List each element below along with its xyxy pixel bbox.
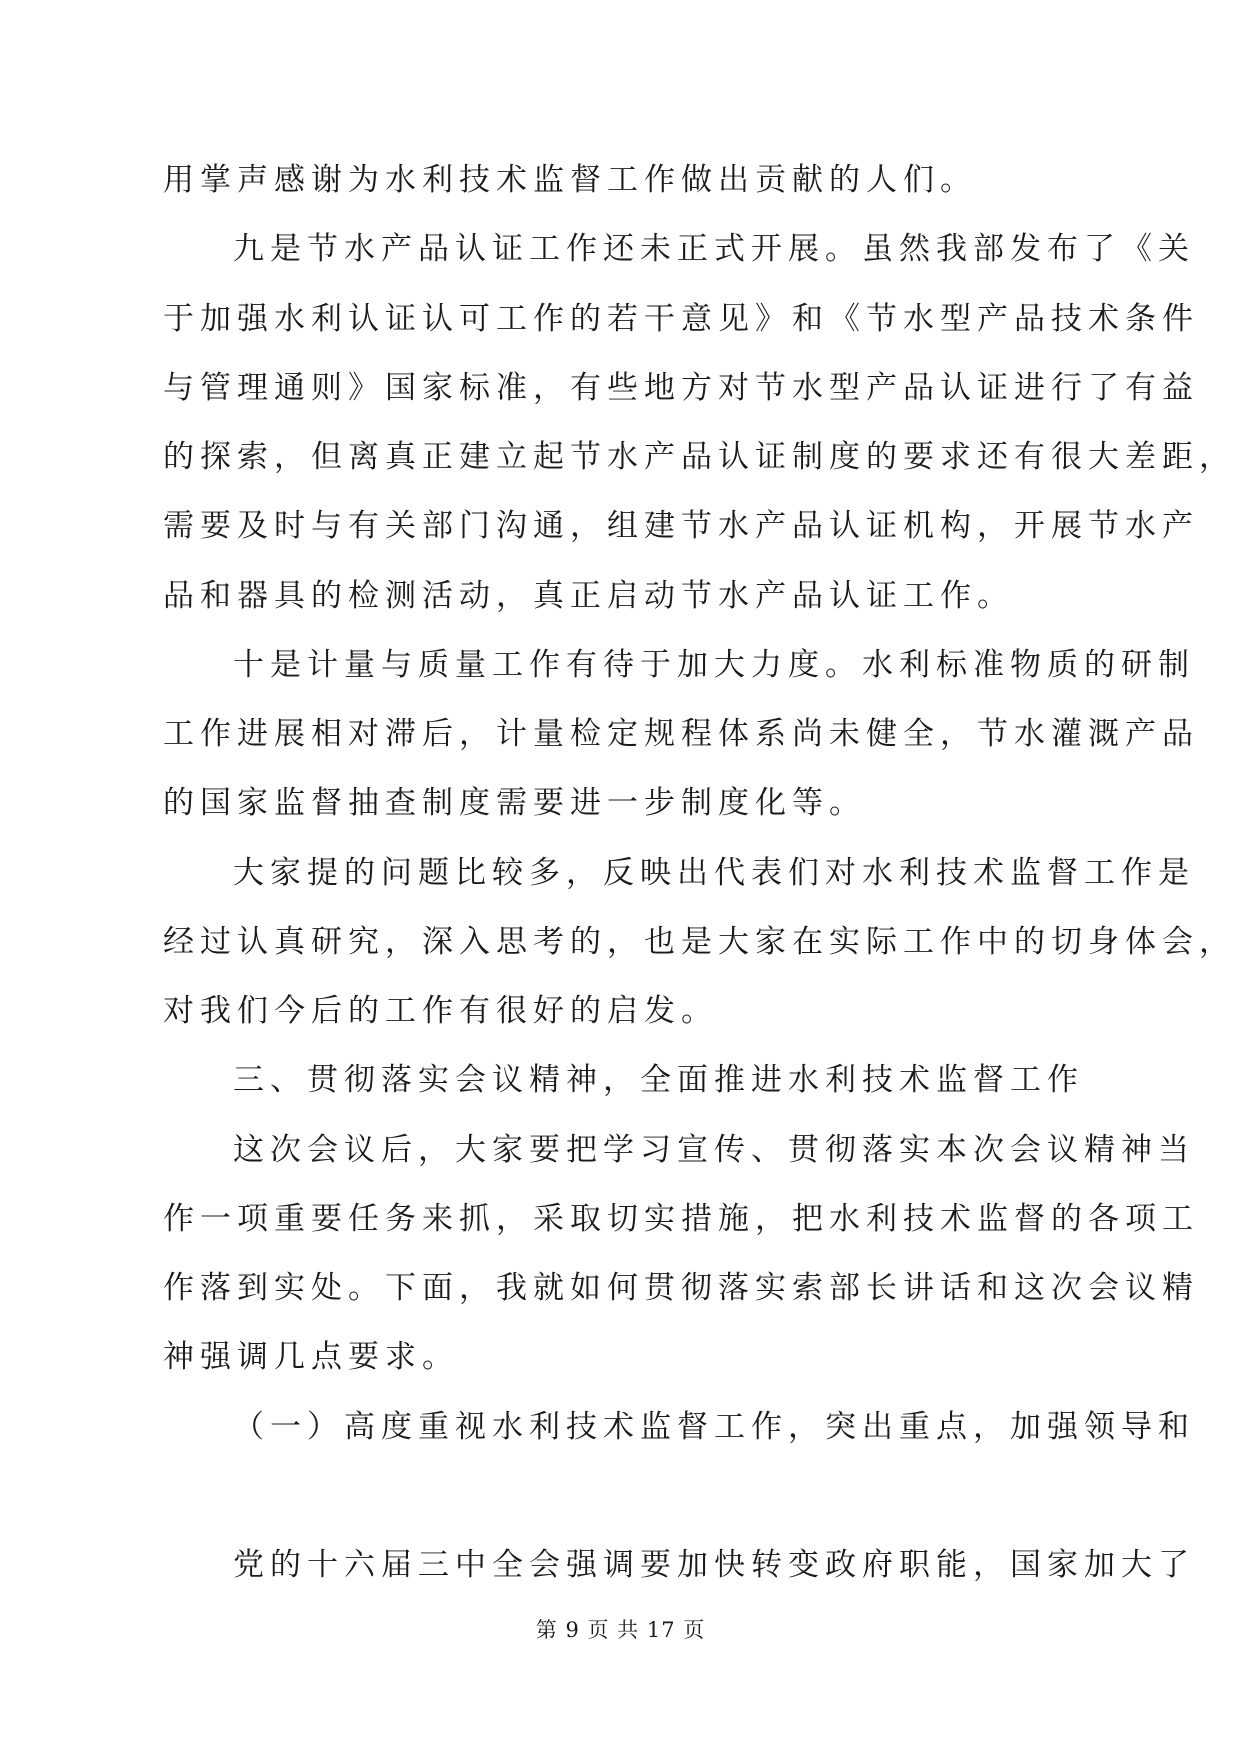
text-line: 用掌声感谢为水利技术监督工作做出贡献的人们。 [163,162,977,198]
text-line: 经过认真研究，深入思考的，也是大家在实际工作中的切身体会， [163,924,1236,960]
text-line: 的探索，但离真正建立起节水产品认证制度的要求还有很大差距， [163,439,1236,475]
text-line: 党的十六届三中全会强调要加快转变政府职能，国家加大了 [233,1547,1195,1583]
text-line: 作落到实处。下面，我就如何贯彻落实索部长讲话和这次会议精 [163,1270,1199,1306]
section-heading: 三、贯彻落实会议精神，全面推进水利技术监督工作 [233,1062,1084,1098]
text-line: 于加强水利认证认可工作的若干意见》和《节水型产品技术条件 [163,301,1199,337]
text-line: 九是节水产品认证工作还未正式开展。虽然我部发布了《关 [233,231,1195,267]
text-line: 神强调几点要求。 [163,1339,459,1375]
text-line: 需要及时与有关部门沟通，组建节水产品认证机构，开展节水产 [163,508,1199,544]
text-line: 品和器具的检测活动，真正启动节水产品认证工作。 [163,578,1014,614]
text-line: 这次会议后，大家要把学习宣传、贯彻落实本次会议精神当 [233,1132,1195,1168]
text-line: 工作进展相对滞后，计量检定规程体系尚未健全，节水灌溉产品 [163,716,1199,752]
text-line: 与管理通则》国家标准，有些地方对节水型产品认证进行了有益 [163,370,1199,406]
text-line: 的国家监督抽查制度需要进一步制度化等。 [163,785,866,821]
text-line: 大家提的问题比较多，反映出代表们对水利技术监督工作是 [233,855,1195,891]
subsection-heading: （一）高度重视水利技术监督工作，突出重点，加强领导和 [233,1409,1195,1445]
page-number-footer: 第 9 页 共 17 页 [535,1618,706,1642]
text-line: 对我们今后的工作有很好的启发。 [163,993,718,1029]
text-line: 十是计量与质量工作有待于加大力度。水利标准物质的研制 [233,647,1195,683]
text-line: 作一项重要任务来抓，采取切实措施，把水利技术监督的各项工 [163,1201,1199,1237]
